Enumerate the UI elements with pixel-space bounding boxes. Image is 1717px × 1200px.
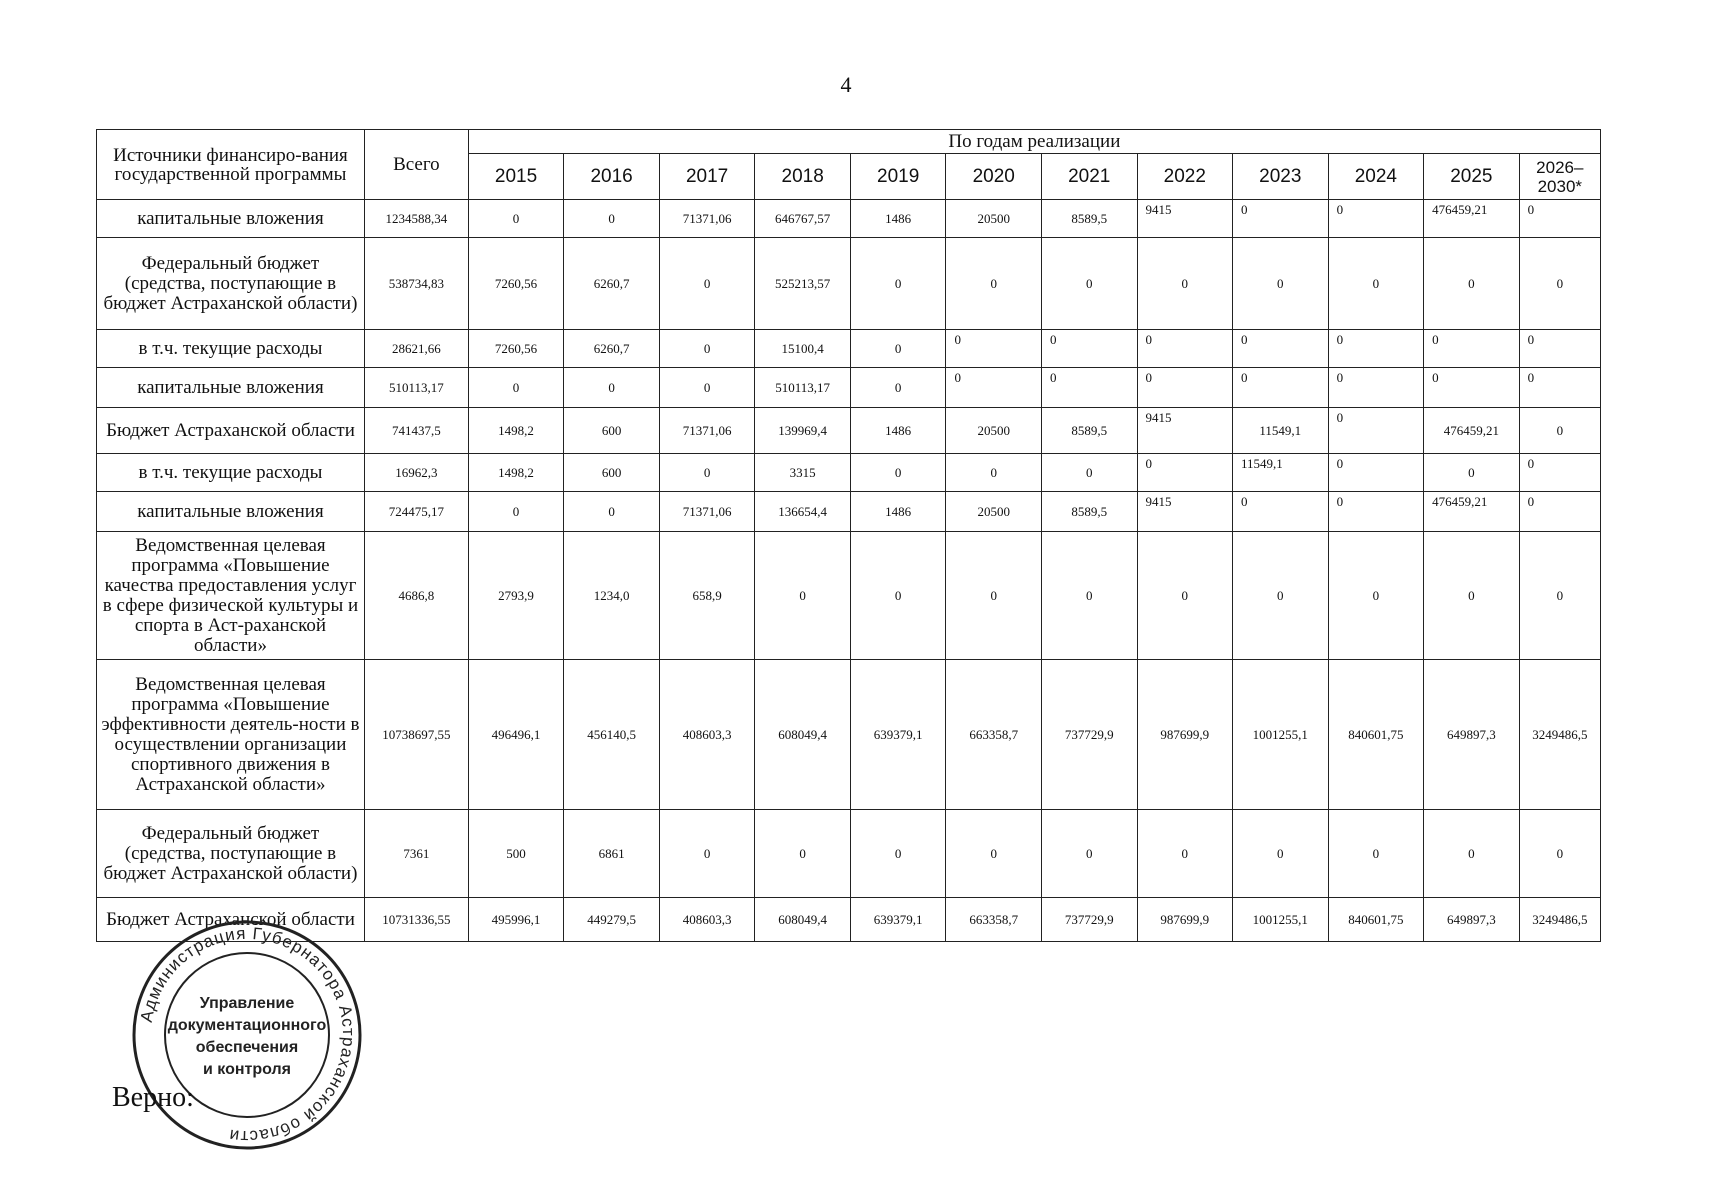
value-cell: 1001255,1 xyxy=(1233,660,1329,810)
stamp-line: документационного xyxy=(167,1017,327,1034)
value-cell: 0 xyxy=(1137,238,1233,330)
value-cell: 658,9 xyxy=(659,532,755,660)
total-cell: 1234588,34 xyxy=(364,200,468,238)
value-cell: 476459,21 xyxy=(1424,408,1520,454)
value-cell: 639379,1 xyxy=(850,660,946,810)
value-cell: 0 xyxy=(659,238,755,330)
value-cell: 0 xyxy=(1424,454,1520,492)
financing-table xyxy=(96,129,1601,942)
value-cell: 0 xyxy=(1519,454,1600,492)
value-cell: 1498,2 xyxy=(468,408,564,454)
stamp-line: Управление xyxy=(199,995,295,1012)
value-cell: 0 xyxy=(850,238,946,330)
value-cell: 0 xyxy=(1041,238,1137,330)
value-cell: 0 xyxy=(1328,810,1424,898)
year-header: 2017 xyxy=(659,154,755,200)
table-row xyxy=(97,454,1601,492)
value-cell: 0 xyxy=(1233,532,1329,660)
table-body xyxy=(97,200,1601,942)
value-cell: 0 xyxy=(946,454,1042,492)
value-cell: 2793,9 xyxy=(468,532,564,660)
value-cell: 840601,75 xyxy=(1328,898,1424,942)
value-cell: 608049,4 xyxy=(755,898,851,942)
value-cell: 0 xyxy=(1328,238,1424,330)
value-cell: 9415 xyxy=(1137,200,1233,238)
source-cell: Ведомственная целевая программа «Повышение эффективности деятель-ности в осуществлении организации спортивного движения в Астраханской области» xyxy=(97,660,365,810)
value-cell: 8589,5 xyxy=(1041,200,1137,238)
year-header: 2021 xyxy=(1041,154,1137,200)
year-header: 2022 xyxy=(1137,154,1233,200)
value-cell: 0 xyxy=(1424,238,1520,330)
value-cell: 0 xyxy=(755,532,851,660)
value-cell: 496496,1 xyxy=(468,660,564,810)
value-cell: 8589,5 xyxy=(1041,492,1137,532)
value-cell: 0 xyxy=(1328,408,1424,454)
source-header: Источники финансиро-вания государственной программы xyxy=(97,130,365,200)
source-cell: Федеральный бюджет (средства, поступающие в бюджет Астраханской области) xyxy=(97,810,365,898)
value-cell: 0 xyxy=(659,330,755,368)
value-cell: 20500 xyxy=(946,200,1042,238)
year-header: 2015 xyxy=(468,154,564,200)
source-cell: Федеральный бюджет (средства, поступающие в бюджет Астраханской области) xyxy=(97,238,365,330)
value-cell: 7260,56 xyxy=(468,330,564,368)
value-cell: 0 xyxy=(755,810,851,898)
value-cell: 0 xyxy=(850,368,946,408)
value-cell: 3249486,5 xyxy=(1519,660,1600,810)
year-header: 2016 xyxy=(564,154,660,200)
value-cell: 11549,1 xyxy=(1233,408,1329,454)
official-stamp xyxy=(130,918,364,1152)
value-cell: 0 xyxy=(1424,532,1520,660)
page-number: 4 xyxy=(840,72,852,97)
year-header: 2018 xyxy=(755,154,851,200)
value-cell: 456140,5 xyxy=(564,660,660,810)
year-header: 2019 xyxy=(850,154,946,200)
value-cell: 646767,57 xyxy=(755,200,851,238)
value-cell: 600 xyxy=(564,454,660,492)
value-cell: 8589,5 xyxy=(1041,408,1137,454)
table-row xyxy=(97,368,1601,408)
value-cell: 663358,7 xyxy=(946,660,1042,810)
value-cell: 0 xyxy=(564,368,660,408)
value-cell: 500 xyxy=(468,810,564,898)
value-cell: 449279,5 xyxy=(564,898,660,942)
total-cell: 10738697,55 xyxy=(364,660,468,810)
total-cell: 7361 xyxy=(364,810,468,898)
stamp-line: и контроля xyxy=(203,1061,291,1078)
year-header: 2025 xyxy=(1424,154,1520,200)
value-cell: 525213,57 xyxy=(755,238,851,330)
source-cell: в т.ч. текущие расходы xyxy=(97,454,365,492)
value-cell: 0 xyxy=(1137,330,1233,368)
value-cell: 0 xyxy=(850,810,946,898)
value-cell: 0 xyxy=(1041,330,1137,368)
value-cell: 0 xyxy=(1041,454,1137,492)
value-cell: 136654,4 xyxy=(755,492,851,532)
value-cell: 0 xyxy=(1519,330,1600,368)
value-cell: 600 xyxy=(564,408,660,454)
total-cell: 16962,3 xyxy=(364,454,468,492)
value-cell: 0 xyxy=(850,532,946,660)
total-cell: 10731336,55 xyxy=(364,898,468,942)
value-cell: 0 xyxy=(1137,454,1233,492)
total-cell: 741437,5 xyxy=(364,408,468,454)
value-cell: 0 xyxy=(1519,492,1600,532)
total-cell: 28621,66 xyxy=(364,330,468,368)
value-cell: 6260,7 xyxy=(564,330,660,368)
value-cell: 0 xyxy=(1233,200,1329,238)
stamp-ring-text: Администрация Губернатора Астраханской области xyxy=(136,923,359,1147)
total-header: Всего xyxy=(364,130,468,200)
year-header: 2024 xyxy=(1328,154,1424,200)
table-row xyxy=(97,810,1601,898)
source-cell: в т.ч. текущие расходы xyxy=(97,330,365,368)
value-cell: 0 xyxy=(1233,368,1329,408)
value-cell: 7260,56 xyxy=(468,238,564,330)
value-cell: 0 xyxy=(946,330,1042,368)
value-cell: 0 xyxy=(468,492,564,532)
table-row xyxy=(97,330,1601,368)
value-cell: 0 xyxy=(1519,810,1600,898)
value-cell: 0 xyxy=(1233,330,1329,368)
value-cell: 0 xyxy=(946,238,1042,330)
value-cell: 987699,9 xyxy=(1137,660,1233,810)
value-cell: 0 xyxy=(659,454,755,492)
value-cell: 0 xyxy=(1424,368,1520,408)
value-cell: 6861 xyxy=(564,810,660,898)
source-cell: Бюджет Астраханской области xyxy=(97,408,365,454)
value-cell: 0 xyxy=(1041,810,1137,898)
value-cell: 476459,21 xyxy=(1424,492,1520,532)
value-cell: 0 xyxy=(1041,532,1137,660)
value-cell: 0 xyxy=(1233,238,1329,330)
source-cell: капитальные вложения xyxy=(97,200,365,238)
value-cell: 0 xyxy=(1519,532,1600,660)
table-row xyxy=(97,492,1601,532)
value-cell: 608049,4 xyxy=(755,660,851,810)
year-header: 2020 xyxy=(946,154,1042,200)
value-cell: 0 xyxy=(1424,330,1520,368)
value-cell: 0 xyxy=(850,454,946,492)
value-cell: 408603,3 xyxy=(659,898,755,942)
value-cell: 649897,3 xyxy=(1424,898,1520,942)
header-row-1 xyxy=(97,130,1601,154)
value-cell: 9415 xyxy=(1137,408,1233,454)
total-cell: 724475,17 xyxy=(364,492,468,532)
value-cell: 639379,1 xyxy=(850,898,946,942)
value-cell: 139969,4 xyxy=(755,408,851,454)
value-cell: 0 xyxy=(1137,368,1233,408)
verno-label: Верно: xyxy=(112,1082,194,1113)
table-row xyxy=(97,200,1601,238)
value-cell: 495996,1 xyxy=(468,898,564,942)
value-cell: 0 xyxy=(1328,200,1424,238)
value-cell: 6260,7 xyxy=(564,238,660,330)
value-cell: 0 xyxy=(659,810,755,898)
source-cell: Бюджет Астраханской области xyxy=(97,898,365,942)
value-cell: 1486 xyxy=(850,492,946,532)
value-cell: 987699,9 xyxy=(1137,898,1233,942)
value-cell: 1001255,1 xyxy=(1233,898,1329,942)
value-cell: 510113,17 xyxy=(755,368,851,408)
value-cell: 663358,7 xyxy=(946,898,1042,942)
year-header: 2026–2030* xyxy=(1519,154,1600,200)
value-cell: 0 xyxy=(850,330,946,368)
source-cell: капитальные вложения xyxy=(97,492,365,532)
value-cell: 0 xyxy=(1328,492,1424,532)
value-cell: 0 xyxy=(946,532,1042,660)
value-cell: 0 xyxy=(1137,532,1233,660)
value-cell: 71371,06 xyxy=(659,200,755,238)
value-cell: 0 xyxy=(468,368,564,408)
value-cell: 476459,21 xyxy=(1424,200,1520,238)
value-cell: 0 xyxy=(1233,810,1329,898)
value-cell: 20500 xyxy=(946,492,1042,532)
stamp-line: обеспечения xyxy=(195,1039,299,1056)
value-cell: 649897,3 xyxy=(1424,660,1520,810)
value-cell: 0 xyxy=(1519,408,1600,454)
value-cell: 1486 xyxy=(850,408,946,454)
value-cell: 1234,0 xyxy=(564,532,660,660)
source-cell: Ведомственная целевая программа «Повышение качества предоставления услуг в сфере физической культуры и спорта в Аст-раханской области» xyxy=(97,532,365,660)
value-cell: 71371,06 xyxy=(659,492,755,532)
value-cell: 0 xyxy=(1328,330,1424,368)
table-row xyxy=(97,660,1601,810)
total-cell: 538734,83 xyxy=(364,238,468,330)
value-cell: 0 xyxy=(1519,200,1600,238)
value-cell: 71371,06 xyxy=(659,408,755,454)
table-row xyxy=(97,532,1601,660)
value-cell: 3315 xyxy=(755,454,851,492)
value-cell: 0 xyxy=(1041,368,1137,408)
source-cell: капитальные вложения xyxy=(97,368,365,408)
value-cell: 0 xyxy=(564,492,660,532)
value-cell: 408603,3 xyxy=(659,660,755,810)
value-cell: 0 xyxy=(1328,454,1424,492)
years-group-header: По годам реализации xyxy=(468,130,1600,154)
value-cell: 15100,4 xyxy=(755,330,851,368)
value-cell: 9415 xyxy=(1137,492,1233,532)
value-cell: 0 xyxy=(946,810,1042,898)
value-cell: 0 xyxy=(1424,810,1520,898)
year-header: 2023 xyxy=(1233,154,1329,200)
value-cell: 0 xyxy=(1137,810,1233,898)
value-cell: 0 xyxy=(1519,238,1600,330)
value-cell: 3249486,5 xyxy=(1519,898,1600,942)
value-cell: 737729,9 xyxy=(1041,660,1137,810)
value-cell: 0 xyxy=(1328,532,1424,660)
value-cell: 0 xyxy=(1233,492,1329,532)
value-cell: 0 xyxy=(1328,368,1424,408)
value-cell: 0 xyxy=(468,200,564,238)
total-cell: 510113,17 xyxy=(364,368,468,408)
value-cell: 0 xyxy=(659,368,755,408)
value-cell: 0 xyxy=(1519,368,1600,408)
total-cell: 4686,8 xyxy=(364,532,468,660)
value-cell: 840601,75 xyxy=(1328,660,1424,810)
value-cell: 737729,9 xyxy=(1041,898,1137,942)
table-row xyxy=(97,408,1601,454)
table-row xyxy=(97,238,1601,330)
value-cell: 0 xyxy=(946,368,1042,408)
value-cell: 0 xyxy=(564,200,660,238)
value-cell: 11549,1 xyxy=(1233,454,1329,492)
value-cell: 20500 xyxy=(946,408,1042,454)
value-cell: 1498,2 xyxy=(468,454,564,492)
value-cell: 1486 xyxy=(850,200,946,238)
